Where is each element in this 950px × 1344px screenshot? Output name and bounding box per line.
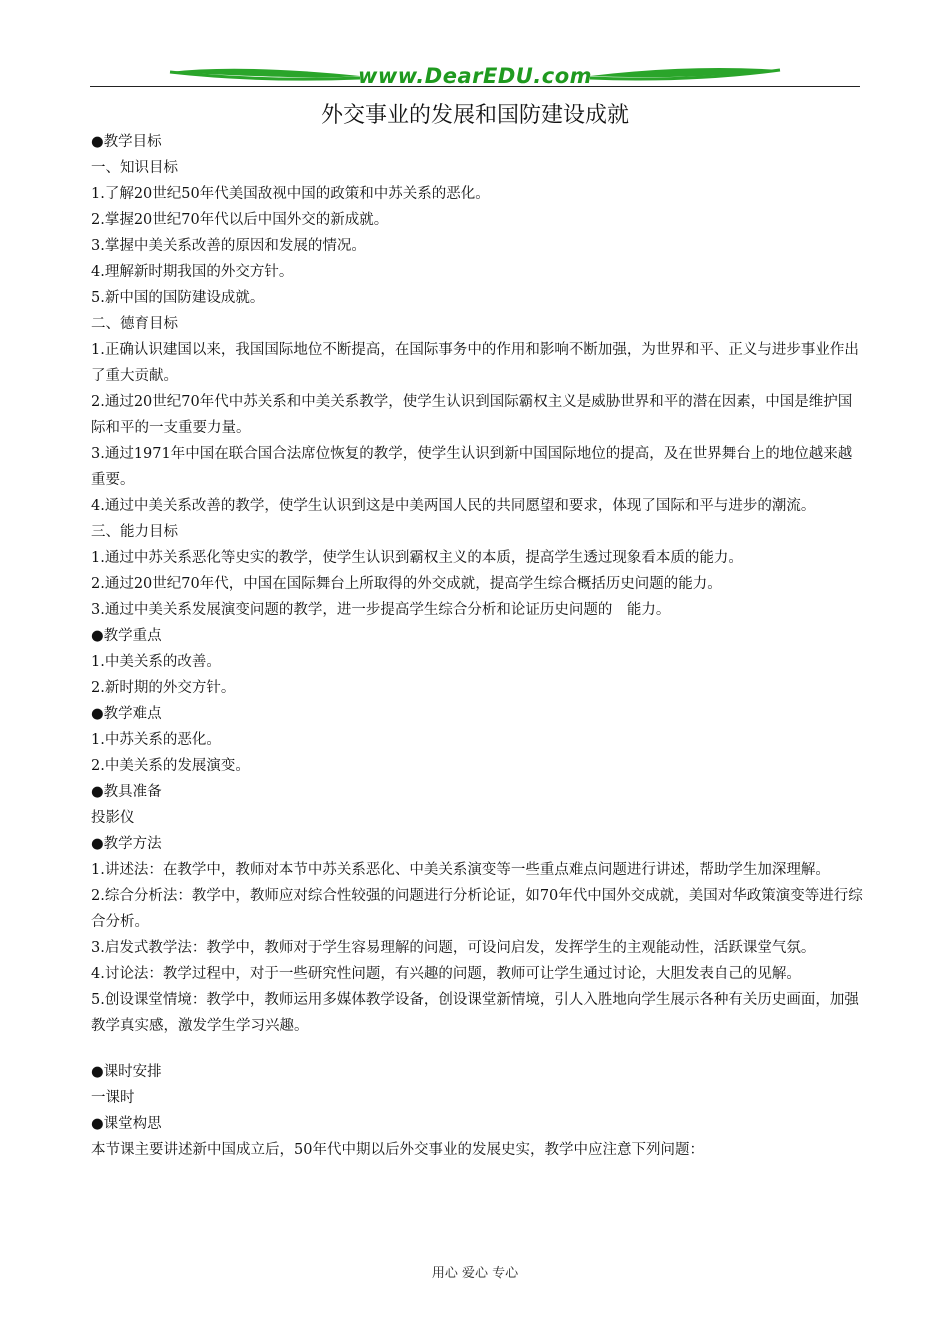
paragraph: 本节课主要讲述新中国成立后，50年代中期以后外交事业的发展史实，教学中应注意下列问题： — [91, 1142, 704, 1158]
paragraph: 2.新时期的外交方针。 — [91, 680, 236, 696]
section-heading: ●教学难点 — [91, 706, 162, 722]
section-heading: ●课时安排 — [91, 1064, 162, 1080]
site-logo-text[interactable]: www.DearEDU.com — [357, 64, 593, 88]
paragraph: 3.通过1971年中国在联合国合法席位恢复的教学，使学生认识到新中国国际地位的提高，及在世界舞台上的地位越来越重要。 — [91, 446, 853, 488]
subsection-heading: 一、知识目标 — [91, 160, 178, 176]
paragraph: 1.了解20世纪50年代美国敌视中国的政策和中苏关系的恶化。 — [91, 186, 490, 202]
paragraph: 3.掌握中美关系改善的原因和发展的情况。 — [91, 238, 366, 254]
paragraph: 2.掌握20世纪70年代以后中国外交的新成就。 — [91, 212, 389, 228]
header-rule — [90, 86, 860, 87]
blank-line — [91, 1039, 866, 1059]
section-heading: ●课堂构思 — [91, 1116, 162, 1132]
section-heading: ●教学重点 — [91, 628, 162, 644]
paragraph: 2.中美关系的发展演变。 — [91, 758, 250, 774]
subsection-heading: 二、德育目标 — [91, 316, 178, 332]
paragraph: 4.理解新时期我国的外交方针。 — [91, 264, 294, 280]
paragraph: 4.通过中美关系改善的教学，使学生认识到这是中美两国人民的共同愿望和要求，体现了国际和平与进步的潮流。 — [91, 498, 816, 514]
paragraph: 1.正确认识建国以来，我国国际地位不断提高，在国际事务中的作用和影响不断加强，为世界和平、正义与进步事业作出了重大贡献。 — [91, 342, 859, 384]
paragraph: 投影仪 — [91, 810, 135, 826]
page-footer: 用心 爱心 专心 — [431, 1266, 519, 1281]
paragraph: 1.通过中苏关系恶化等史实的教学，使学生认识到霸权主义的本质，提高学生透过现象看本质的能力。 — [91, 550, 743, 566]
paragraph: 1.中苏关系的恶化。 — [91, 732, 221, 748]
document-body — [91, 129, 866, 1163]
section-heading: ●教学目标 — [91, 134, 162, 150]
page-title: 外交事业的发展和国防建设成就 — [320, 103, 629, 128]
paragraph: 2.通过20世纪70年代中苏关系和中美关系教学，使学生认识到国际霸权主义是威胁世界和平的潜在因素，中国是维护国际和平的一支重要力量。 — [91, 394, 853, 436]
paragraph: 2.通过20世纪70年代，中国在国际舞台上所取得的外交成就，提高学生综合概括历史问题的能力。 — [91, 576, 722, 592]
paragraph: 1.讲述法：在教学中，教师对本节中苏关系恶化、中美关系演变等一些重点难点问题进行讲述，帮助学生加深理解。 — [91, 862, 830, 878]
section-heading: ●教学方法 — [91, 836, 162, 852]
paragraph: 5.新中国的国防建设成就。 — [91, 290, 265, 306]
paragraph: 2.综合分析法：教学中，教师应对综合性较强的问题进行分析论证，如70年代中国外交成就，美国对华政策演变等进行综合分析。 — [91, 888, 863, 930]
section-heading: ●教具准备 — [91, 784, 162, 800]
paragraph: 3.启发式教学法：教学中，教师对于学生容易理解的问题，可设问启发，发挥学生的主观能动性，活跃课堂气氛。 — [91, 940, 816, 956]
paragraph: 3.通过中美关系发展演变问题的教学，进一步提高学生综合分析和论证历史问题的 能力。 — [91, 602, 671, 618]
paragraph: 一课时 — [91, 1090, 135, 1106]
paragraph: 5.创设课堂情境：教学中，教师运用多媒体教学设备，创设课堂新情境，引人入胜地向学生展示各种有关历史画面，加强教学真实感，激发学生学习兴趣。 — [91, 992, 859, 1034]
paragraph: 1.中美关系的改善。 — [91, 654, 221, 670]
paragraph: 4.讨论法：教学过程中，对于一些研究性问题，有兴趣的问题，教师可让学生通过讨论，大胆发表自己的见解。 — [91, 966, 801, 982]
subsection-heading: 三、能力目标 — [91, 524, 178, 540]
